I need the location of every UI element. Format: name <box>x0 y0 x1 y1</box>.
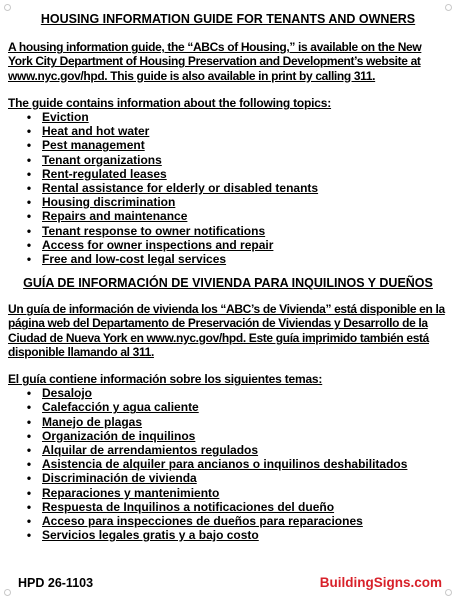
mounting-hole <box>445 589 452 596</box>
bullet: • <box>26 471 32 486</box>
topic-label: Eviction <box>42 110 89 125</box>
list-item <box>24 486 448 500</box>
bullet: • <box>26 428 32 443</box>
english-intro: The guide contains information about the following topics: <box>8 95 332 110</box>
topic-label: Housing discrimination <box>42 195 176 210</box>
sign-content <box>8 12 448 552</box>
bullet: • <box>26 209 32 224</box>
list-item <box>24 167 448 181</box>
list-item <box>24 429 448 443</box>
topic-label: Heat and hot water <box>42 124 150 139</box>
bullet: • <box>26 513 32 528</box>
list-item <box>24 138 448 152</box>
mounting-hole <box>445 4 452 11</box>
topic-label: Organización de inquilinos <box>42 428 196 443</box>
topic-label: Pest management <box>42 138 145 153</box>
bullet: • <box>26 124 32 139</box>
topic-label: Acceso para inspecciones de dueños para reparaciones <box>42 513 363 528</box>
bullet: • <box>26 195 32 210</box>
bullet: • <box>26 499 32 514</box>
english-topic-list <box>8 110 448 266</box>
bullet: • <box>26 166 32 181</box>
bullet: • <box>26 386 32 401</box>
topic-label: Asistencia de alquiler para ancianos o inquilinos deshabilitados <box>42 457 408 472</box>
bullet: • <box>26 237 32 252</box>
topic-label: Desalojo <box>42 386 93 401</box>
topic-label: Calefacción y agua caliente <box>42 400 199 415</box>
list-item <box>24 500 448 514</box>
list-item <box>24 514 448 528</box>
list-item <box>24 457 448 471</box>
topic-label: Repairs and maintenance <box>42 209 188 224</box>
bullet: • <box>26 138 32 153</box>
topic-label: Rent-regulated leases <box>42 166 167 181</box>
topic-label: Access for owner inspections and repair <box>42 237 274 252</box>
english-title: HOUSING INFORMATION GUIDE FOR TENANTS AND OWNERS <box>40 12 416 26</box>
list-item <box>24 238 448 252</box>
sign-code: HPD 26-1103 <box>18 576 94 590</box>
sign-footer <box>18 572 442 590</box>
bullet: • <box>26 400 32 415</box>
bullet: • <box>26 414 32 429</box>
list-item <box>24 110 448 124</box>
mounting-hole <box>4 589 11 596</box>
list-item <box>24 400 448 414</box>
topic-label: Servicios legales gratis y a bajo costo <box>42 528 259 543</box>
topic-label: Rental assistance for elderly or disabled tenants <box>42 180 319 195</box>
bullet: • <box>26 457 32 472</box>
topic-label: Tenant organizations <box>42 152 162 167</box>
list-item <box>24 443 448 457</box>
list-item <box>24 209 448 223</box>
list-item <box>24 153 448 167</box>
list-item <box>24 415 448 429</box>
list-item <box>24 224 448 238</box>
topic-label: Discriminación de vivienda <box>42 471 197 486</box>
bullet: • <box>26 251 32 266</box>
spanish-topic-list <box>8 386 448 542</box>
spanish-title: GUÍA DE INFORMACIÓN DE VIVIENDA PARA INQUILINOS Y DUEÑOS <box>23 276 433 291</box>
topic-label: Respuesta de Inquilinos a notificaciones del dueño <box>42 499 335 514</box>
spanish-intro: El guía contiene información sobre los siguientes temas: <box>8 372 323 387</box>
bullet: • <box>26 110 32 125</box>
brand-logo-text: BuildingSigns.com <box>319 575 442 590</box>
list-item <box>24 471 448 485</box>
list-item <box>24 124 448 138</box>
topic-label: Manejo de plagas <box>42 414 143 429</box>
bullet: • <box>26 223 32 238</box>
bullet: • <box>26 443 32 458</box>
topic-label: Tenant response to owner notifications <box>42 223 266 238</box>
bullet: • <box>26 152 32 167</box>
list-item <box>24 181 448 195</box>
english-paragraph: A housing information guide, the “ABCs of Housing,” is available on the New York City Department of Housing Preservation and Development’s website at www.nyc.gov/hpd. This guide is also available in print by calling 311. <box>8 40 422 83</box>
spanish-paragraph: Un guía de información de vivienda los “ABC’s de Vivienda” está disponible en la página web del Departamento de Preservación de Viviendas y Desarrollo de la Ciudad de Nueva York en www.nyc.gov/hpd. Este guía imprimido también está disponible llamando al 311. <box>8 302 445 359</box>
list-item <box>24 195 448 209</box>
bullet: • <box>26 180 32 195</box>
list-item <box>24 528 448 542</box>
list-item <box>24 386 448 400</box>
bullet: • <box>26 528 32 543</box>
bullet: • <box>26 485 32 500</box>
topic-label: Reparaciones y mantenimiento <box>42 485 220 500</box>
list-item <box>24 252 448 266</box>
mounting-hole <box>4 4 11 11</box>
topic-label: Alquilar de arrendamientos regulados <box>42 443 259 458</box>
topic-label: Free and low-cost legal services <box>42 251 227 266</box>
